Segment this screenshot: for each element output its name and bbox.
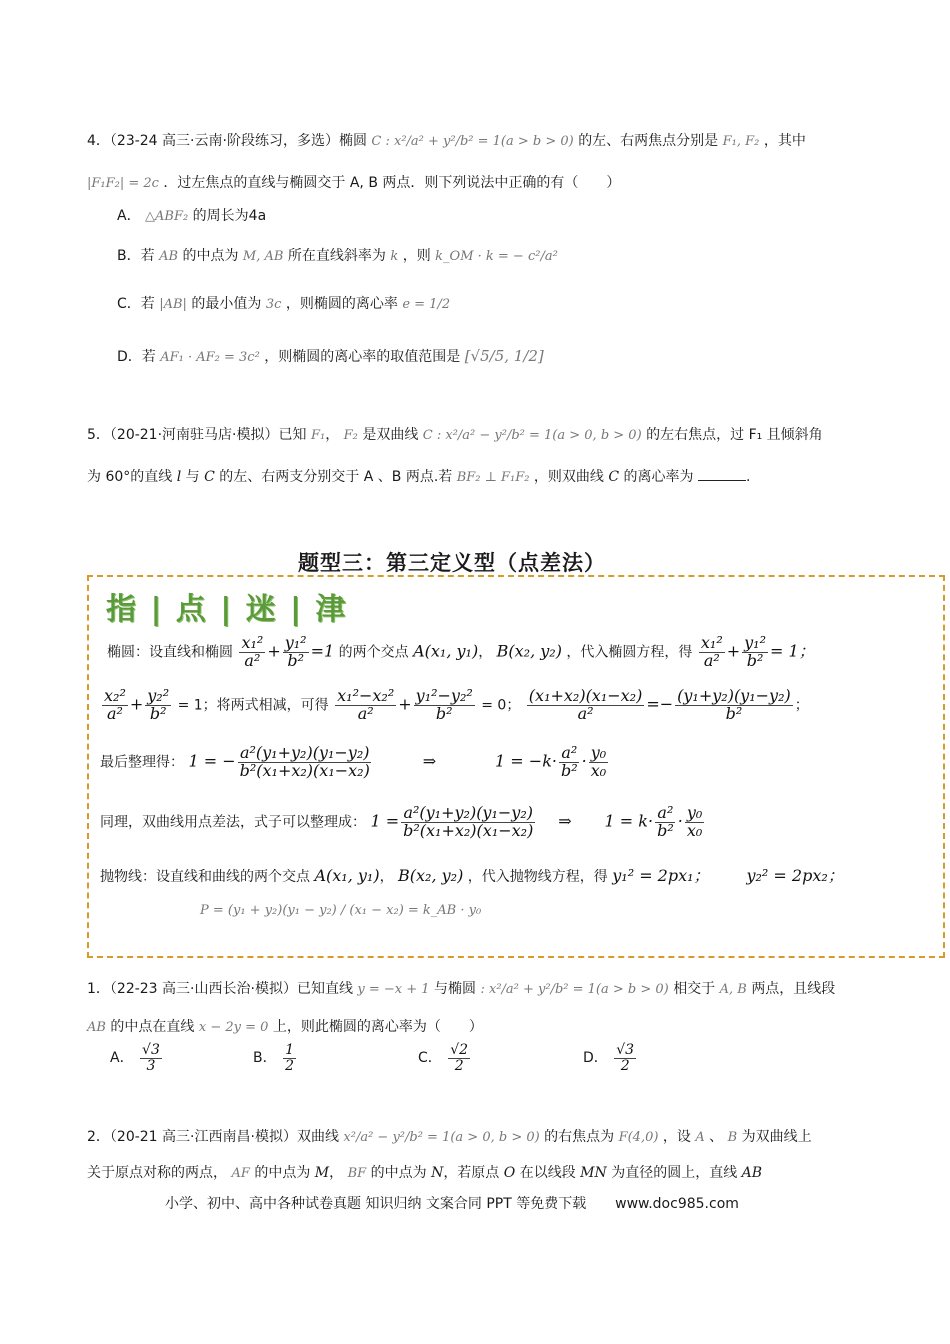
section-title: 题型三：第三定义型（点差法） [298, 551, 606, 575]
q2-suffix: ，设 [662, 1129, 691, 1145]
option-math: 3c [265, 297, 282, 312]
option-label: B．若 [117, 248, 155, 264]
tips-text: = 1；将两式相减，可得 [177, 697, 329, 714]
q2-text: 为直径的圆上，直线 [611, 1165, 738, 1181]
q5-c: C [608, 469, 620, 485]
tips-row-3: 最后整理得： 1 = − $\frac{\text{a²(y₁+y₂)(y₁−y₂)}}{\text{b²(x₁+x₂)(x₁−x₂)}}$ ⇒ 1 = −k· $\frac{\text{a²}}{\text{b²}}$ · $\frac{\text{y₀}}{\text{x₀}}$ [100, 743, 607, 780]
option-den: 2 [454, 1057, 464, 1074]
option-label: C．若 [117, 296, 155, 312]
tips-row-2: $\frac{\text{x₂²}}{\text{a²}}$ + $\frac{\text{y₂²}}{\text{b²}}$ = 1；将两式相减，可得 $\frac{\text{x₁²−x₂²}}{\text{a²}}$ + $\frac{\text{y₁²−y₂²}}{\text{b²}}$ = 0； $\frac{\text{(x₁+x₂)(x₁−x₂)}}{\text{a²}}$ =− $\frac{\text{(y₁+y₂)(y₁−y₂)}}{\text{b²}}$ ； [104, 686, 809, 723]
option-num: √2 [450, 1042, 469, 1058]
tips-row-1: 椭圆：设直线和椭圆 $\frac{\text{x₁²}}{\text{a²}}$ + $\frac{\text{y₁²}}{\text{b²}}$ =1 的两个交点 A(x₁, y₁)， B(x₂, y₂) ，代入椭圆方程，得 $\frac{\text{x₁²}}{\text{a²}}$ + $\frac{\text{y₁²}}{\text{b²}}$ = 1； [107, 633, 815, 670]
option-label: D．若 [117, 349, 156, 365]
q2-line1: 2．（20-21 高三·江西南昌·模拟）双曲线 x²/a² − y²/b² = 1(a > 0, b > 0) 的右焦点为 F(4,0) ，设 A 、 B 为双曲线上 [87, 1129, 812, 1145]
tips-math: A(x₁, y₁) [314, 866, 380, 885]
tips-row-4: 同理，双曲线用点差法，式子可以整理成： 1 = $\frac{\text{a²(y₁+y₂)(y₁−y₂)}}{\text{b²(x₁+x₂)(x₁−x₂)}}$ ⇒ 1 = k· $\frac{\text{a²}}{\text{b²}}$ · $\frac{\text{y₀}}{\text{x₀}}$ [100, 803, 703, 840]
tips-text: = 0； [481, 697, 521, 714]
option-math: e = 1/2 [402, 297, 451, 312]
q2-mid: 的右焦点为 [544, 1129, 615, 1145]
q1-line2 [87, 1016, 483, 1036]
answer-blank [698, 468, 746, 481]
q2-text: 关于原点对称的两点， [87, 1165, 227, 1181]
q1-suffix: 相交于 [673, 981, 716, 997]
q5-text: 为 60°的直线 [87, 469, 173, 485]
q4-line2 [87, 172, 620, 192]
q2-text: ， [329, 1165, 344, 1181]
option-math: k [390, 249, 399, 264]
tips-text: 同理，双曲线用点差法，式子可以整理成： [100, 814, 366, 831]
q5-f2: F₂ [343, 428, 358, 443]
q2-prefix: 2．（20-21 高三·江西南昌·模拟）双曲线 [87, 1129, 339, 1145]
q5-math: BF₂ ⊥ F₁F₂ [456, 470, 530, 485]
q2-focus: F(4,0) [618, 1130, 659, 1145]
q5-mid: 是双曲线 [362, 427, 419, 443]
q1-text: 上，则此椭圆的离心率为（ ） [272, 1019, 483, 1035]
q5-c: C [204, 469, 215, 485]
tips-math: 1 = − [188, 751, 236, 771]
option-den: 3 [146, 1057, 156, 1074]
q5-line1: 5．（20-21·河南驻马店·模拟）已知 F₁， F₂ 是双曲线 C : x²/a² − y²/b² = 1(a > 0, b > 0) 的左右焦点，过 F₁ 且倾斜角 [87, 427, 823, 443]
q1-option-a [110, 1043, 164, 1073]
q2-text: 的中点为 [370, 1165, 427, 1181]
q1-line-math: y = −x + 1 [357, 982, 430, 997]
tips-math: y₁² = 2px₁； [612, 866, 710, 885]
option-math: |AB| [159, 297, 187, 312]
q1-option-c [418, 1043, 472, 1073]
option-text: ，则椭圆的离心率 [285, 296, 398, 312]
q4-option-a [117, 205, 266, 225]
tips-math: 1 = −k· [495, 751, 557, 771]
option-den: 2 [285, 1057, 294, 1074]
q2-math: MN [580, 1165, 607, 1181]
option-text: ，则 [402, 248, 431, 264]
q1-ab: A, B [719, 982, 747, 997]
tips-text: 椭圆：设直线和椭圆 [107, 644, 233, 661]
q2-end: 为双曲线上 [741, 1129, 812, 1145]
option-label: B． [253, 1050, 277, 1067]
option-math: [√5/5, 1/2] [464, 347, 544, 365]
q1-option-d [583, 1043, 638, 1073]
option-text: 的最小值为 [191, 296, 262, 312]
q2-text: ，若原点 [443, 1165, 500, 1181]
option-label: A． [110, 1050, 134, 1067]
q1-text: 的中点在直线 [110, 1019, 195, 1035]
q4-ellipse: C : x²/a² + y²/b² = 1(a > b > 0) [371, 134, 574, 149]
tips-text: 最后整理得： [100, 754, 184, 771]
q2-text: 的中点为 [254, 1165, 311, 1181]
option-num: 1 [285, 1042, 294, 1058]
option-math: △ABF₂ [145, 209, 189, 224]
option-math: M, AB [242, 249, 284, 264]
option-text: 的周长为4a [192, 208, 267, 224]
q1-ellipse: : x²/a² + y²/b² = 1(a > b > 0) [480, 982, 669, 997]
q2-line2 [87, 1162, 762, 1182]
q5-f1: F₁ [310, 428, 326, 443]
option-math: k_OM · k = − c²/a² [435, 249, 558, 264]
q4-option-b [117, 245, 558, 265]
tips-banner: 指 | 点 | 迷 | 津 [106, 592, 348, 627]
option-math: AB [159, 249, 179, 264]
q4-mid: 的左、右两焦点分别是 [578, 133, 719, 149]
option-den: 2 [620, 1057, 630, 1074]
tips-math: y₂² = 2px₂； [746, 866, 844, 885]
footer-link[interactable]: www.doc985.com [615, 1196, 739, 1212]
q2-text: 在以线段 [519, 1165, 576, 1181]
option-text: 的中点为 [182, 248, 239, 264]
q2-math: AF [231, 1166, 250, 1181]
q2-b: B [727, 1130, 738, 1145]
q5-prefix: 5．（20-21·河南驻马店·模拟）已知 [87, 427, 307, 443]
page-footer [165, 1193, 739, 1213]
tips-math: B(x₂, y₂) [398, 866, 464, 885]
option-num: √3 [616, 1042, 635, 1058]
q1-prefix: 1．（22-23 高三·山西长治·模拟）已知直线 [87, 981, 353, 997]
tips-math: 1 = k· [604, 811, 654, 831]
q4-option-c [117, 293, 450, 313]
q5-l: l [176, 469, 182, 485]
tips-text: 抛物线：设直线和曲线的两个交点 [100, 869, 310, 885]
q1-end: 两点，且线段 [751, 981, 836, 997]
q2-math: N [431, 1165, 444, 1181]
q2-math: BF [347, 1166, 367, 1181]
q4-prefix: 4．（23-24 高三·云南·阶段练习，多选）椭圆 [87, 133, 367, 149]
option-label: D． [583, 1050, 608, 1067]
footer-text: 小学、初中、高中各种试卷真题 知识归纳 文案合同 PPT 等免费下载 [165, 1196, 587, 1212]
q1-option-b [253, 1043, 298, 1073]
q1-ab: AB [87, 1020, 106, 1035]
tips-row-5: 抛物线：设直线和曲线的两个交点 A(x₁, y₁)， B(x₂, y₂) ，代入抛物线方程，得 y₁² = 2px₁； y₂² = 2px₂； [100, 866, 844, 885]
option-math: AF₁ · AF₂ = 3c² [160, 350, 260, 365]
q1-line1 [87, 978, 835, 998]
q5-hyperbola: C : x²/a² − y²/b² = 1(a > 0, b > 0) [422, 428, 642, 443]
q4-foci: F₁, F₂ [722, 134, 760, 149]
q5-text: 与 [185, 469, 200, 485]
q2-hyperbola: x²/a² − y²/b² = 1(a > 0, b > 0) [343, 1130, 540, 1145]
q5-text: 的左、右两支分别交于 A 、B 两点.若 [219, 469, 453, 485]
q4-line1 [87, 130, 806, 150]
q5-suffix: 的左右焦点，过 [646, 427, 745, 443]
tips-math: = 1； [770, 641, 815, 661]
q5-text: 的离心率为 [623, 469, 694, 485]
option-label: A． [117, 208, 141, 224]
option-text: ，则椭圆的离心率的取值范围是 [264, 349, 461, 365]
q2-math: AB [741, 1165, 763, 1181]
q2-a: A [695, 1130, 705, 1145]
option-text: 所在直线斜率为 [287, 248, 386, 264]
q4-suffix: ，其中 [763, 133, 806, 149]
q2-math: M [314, 1165, 330, 1181]
tips-math: 1 = [370, 811, 400, 831]
tips-text: ，代入椭圆方程，得 [566, 644, 693, 661]
tips-math: B(x₂, y₂) [496, 641, 562, 661]
q1-mid: 与椭圆 [434, 981, 477, 997]
q5-end: . [746, 469, 751, 485]
q5-end: F₁ 且倾斜角 [748, 427, 823, 443]
tips-text: 的两个交点 [338, 644, 409, 661]
q4-option-d [117, 346, 544, 366]
q4-f1f2: |F₁F₂| = 2c [87, 176, 159, 191]
q2-math: O [503, 1165, 516, 1181]
option-label: C． [418, 1050, 442, 1067]
q4-line2-text: ．过左焦点的直线与椭圆交于 A, B 两点．则下列说法中正确的有（ ） [163, 175, 621, 191]
q5-line2 [87, 466, 750, 486]
tips-math: A(x₁, y₁) [413, 641, 479, 661]
q5-text: ，则双曲线 [533, 469, 604, 485]
q1-math: x − 2y = 0 [198, 1020, 269, 1035]
tips-text: ，代入抛物线方程，得 [467, 869, 608, 885]
option-num: √3 [142, 1042, 160, 1058]
tips-row-6: P = (y₁ + y₂)(y₁ − y₂) / (x₁ − x₂) = k_AB · y₀ [200, 903, 482, 918]
